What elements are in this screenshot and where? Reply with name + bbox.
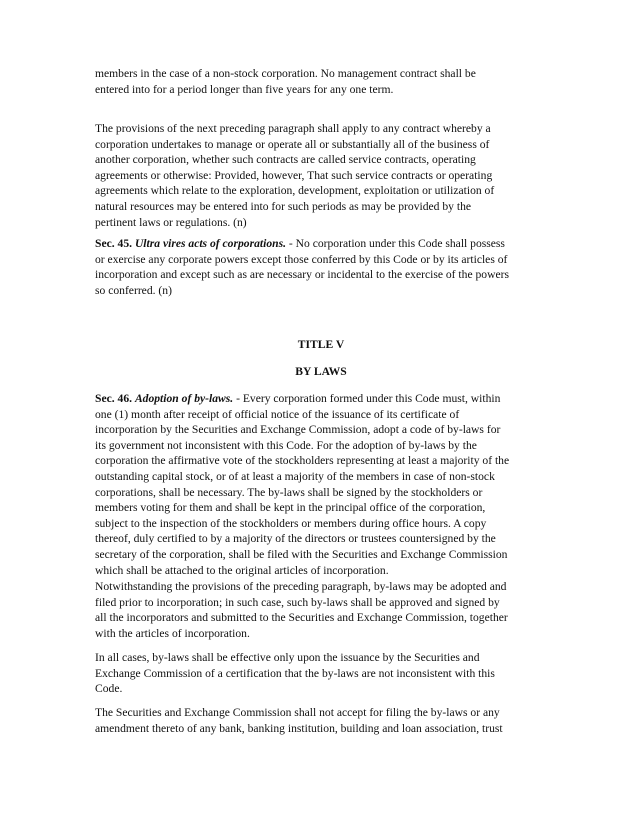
text-line: In all cases, by-laws shall be effective only upon the issuance by the Securities and bbox=[95, 651, 480, 664]
text-fragment: - Every corporation formed under this Code must, within bbox=[233, 392, 501, 405]
text-line: Exchange Commission of a certification that the by-laws are not inconsistent with this bbox=[95, 666, 495, 680]
text-line: incorporation by the Securities and Exchange Commission, adopt a code of by-laws for bbox=[95, 423, 501, 437]
text-line: with the articles of incorporation. bbox=[95, 626, 250, 640]
text-line: secretary of the corporation, shall be filed with the Securities and Exchange Commission bbox=[95, 547, 508, 561]
title-heading: TITLE V bbox=[297, 338, 345, 351]
text-line: The Securities and Exchange Commission shall not accept for filing the by-laws or any bbox=[95, 706, 500, 719]
text-line: corporation the affirmative vote of the stockholders representing at least a majority of the bbox=[95, 454, 510, 468]
section-45-first-line bbox=[95, 236, 547, 252]
text-line: members in the case of a non-stock corporation. No management contract shall be bbox=[95, 67, 476, 80]
text-line: its government not inconsistent with this Code. For the adoption of by-laws by the bbox=[95, 438, 477, 452]
section-45 bbox=[95, 236, 547, 298]
subtitle-heading: BY LAWS bbox=[295, 365, 347, 378]
section-number: Sec. 45. bbox=[95, 237, 133, 250]
text-line: or exercise any corporate powers except those conferred by this Code or by its articles of bbox=[95, 252, 508, 266]
text-line: agreements or otherwise: Provided, however, That such service contracts or operating bbox=[95, 168, 493, 182]
text-line: one (1) month after receipt of official notice of the issuance of its certificate of bbox=[95, 407, 460, 421]
text-fragment: - No corporation under this Code shall possess bbox=[285, 237, 505, 250]
text-line: members voting for them and shall be kept in the principal office of the corporation, bbox=[95, 501, 486, 515]
text-line: corporations, shall be necessary. The by-laws shall be signed by the stockholders or bbox=[95, 485, 483, 499]
section-46-first-line bbox=[95, 391, 547, 407]
paragraph-effectivity bbox=[95, 650, 547, 697]
text-line: natural resources may be entered into for such periods as may be provided by the bbox=[95, 199, 472, 213]
text-line: amendment thereto of any bank, banking institution, building and loan association, trust bbox=[95, 721, 503, 735]
section-heading: Adoption of by-laws. bbox=[134, 392, 234, 405]
text-line: which shall be attached to the original articles of incorporation. bbox=[95, 563, 389, 577]
section-46 bbox=[95, 391, 547, 578]
section-heading: Ultra vires acts of corporations. bbox=[134, 237, 286, 250]
text-line: pertinent laws or regulations. (n) bbox=[95, 215, 247, 229]
text-line: The provisions of the next preceding paragraph shall apply to any contract whereby a bbox=[95, 122, 491, 135]
paragraph-prior-incorporation bbox=[95, 579, 547, 641]
text-line: incorporation and except such as are necessary or incidental to the exercise of the powers bbox=[95, 268, 509, 282]
text-line: Notwithstanding the provisions of the preceding paragraph, by-laws may be adopted and bbox=[95, 580, 507, 593]
text-line: another corporation, whether such contracts are called service contracts, operating bbox=[95, 153, 476, 167]
text-line: Code. bbox=[95, 682, 123, 696]
text-line: subject to the inspection of the stockholders or members during office hours. A copy bbox=[95, 516, 487, 530]
text-line: filed prior to incorporation; in such case, such by-laws shall be approved and signed by bbox=[95, 595, 500, 609]
text-line: entered into for a period longer than five years for any one term. bbox=[95, 82, 394, 96]
text-line: outstanding capital stock, or of at least a majority of the members in case of non-stock bbox=[95, 469, 495, 483]
section-number: Sec. 46. bbox=[95, 392, 133, 405]
text-line: thereof, duly certified to by a majority of the directors or trustees countersigned by the bbox=[95, 532, 496, 546]
text-line: corporation undertakes to manage or operate all or substantially all of the business of bbox=[95, 137, 490, 151]
text-line: agreements which relate to the exploration, development, exploitation or utilization of bbox=[95, 184, 495, 198]
text-line: all the incorporators and submitted to the Securities and Exchange Commission, together bbox=[95, 611, 508, 625]
paragraph-contract-term bbox=[95, 66, 547, 97]
paragraph-sec-filing bbox=[95, 705, 547, 736]
text-line: so conferred. (n) bbox=[95, 283, 172, 297]
paragraph-service-contracts bbox=[95, 121, 547, 230]
